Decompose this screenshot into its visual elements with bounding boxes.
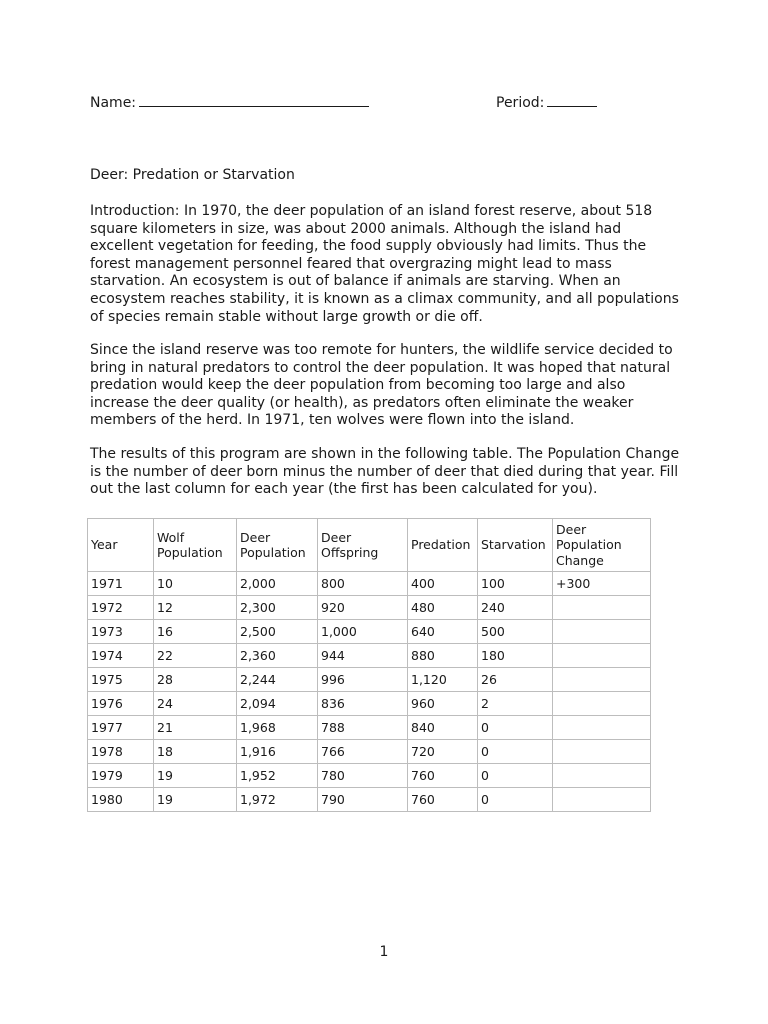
cell-deer-offspring: 944 xyxy=(318,644,408,668)
column-header-deer-population: Deer Population xyxy=(237,519,318,572)
cell-deer-population: 2,000 xyxy=(237,572,318,596)
cell-deer-offspring: 788 xyxy=(318,716,408,740)
table-row xyxy=(88,644,651,668)
cell-population-change[interactable] xyxy=(553,764,651,788)
cell-wolf-population: 18 xyxy=(154,740,237,764)
header-row xyxy=(90,92,690,114)
cell-predation: 1,120 xyxy=(408,668,478,692)
cell-deer-population: 1,952 xyxy=(237,764,318,788)
table-row xyxy=(88,692,651,716)
column-header-predation: Predation xyxy=(408,519,478,572)
period-label: Period: xyxy=(496,95,545,111)
cell-starvation: 500 xyxy=(478,620,553,644)
table-row xyxy=(88,572,651,596)
cell-year: 1979 xyxy=(88,764,154,788)
column-header-population-change: Deer Population Change xyxy=(553,519,651,572)
table-row xyxy=(88,716,651,740)
table-row xyxy=(88,596,651,620)
cell-deer-population: 1,968 xyxy=(237,716,318,740)
cell-year: 1973 xyxy=(88,620,154,644)
cell-year: 1975 xyxy=(88,668,154,692)
cell-wolf-population: 24 xyxy=(154,692,237,716)
cell-predation: 840 xyxy=(408,716,478,740)
column-header-deer-offspring: Deer Offspring xyxy=(318,519,408,572)
cell-population-change[interactable] xyxy=(553,692,651,716)
table-row xyxy=(88,764,651,788)
cell-starvation: 180 xyxy=(478,644,553,668)
cell-deer-offspring: 780 xyxy=(318,764,408,788)
cell-year: 1978 xyxy=(88,740,154,764)
cell-starvation: 2 xyxy=(478,692,553,716)
cell-year: 1976 xyxy=(88,692,154,716)
cell-year: 1972 xyxy=(88,596,154,620)
page-number: 1 xyxy=(379,944,389,960)
cell-predation: 760 xyxy=(408,788,478,812)
deer-population-table xyxy=(87,518,651,812)
cell-predation: 640 xyxy=(408,620,478,644)
cell-deer-population: 2,360 xyxy=(237,644,318,668)
cell-wolf-population: 10 xyxy=(154,572,237,596)
document-title: Deer: Predation or Starvation xyxy=(90,167,295,183)
cell-wolf-population: 28 xyxy=(154,668,237,692)
cell-deer-population: 2,094 xyxy=(237,692,318,716)
cell-deer-offspring: 1,000 xyxy=(318,620,408,644)
name-label: Name: xyxy=(90,95,137,111)
cell-predation: 880 xyxy=(408,644,478,668)
cell-population-change[interactable] xyxy=(553,620,651,644)
cell-wolf-population: 12 xyxy=(154,596,237,620)
cell-wolf-population: 19 xyxy=(154,788,237,812)
cell-wolf-population: 21 xyxy=(154,716,237,740)
cell-deer-offspring: 920 xyxy=(318,596,408,620)
cell-deer-offspring: 790 xyxy=(318,788,408,812)
table-header-row xyxy=(88,519,651,572)
cell-starvation: 0 xyxy=(478,740,553,764)
table-row xyxy=(88,668,651,692)
cell-population-change: +300 xyxy=(553,572,651,596)
cell-starvation: 0 xyxy=(478,788,553,812)
table-row xyxy=(88,788,651,812)
cell-starvation: 26 xyxy=(478,668,553,692)
cell-deer-population: 2,500 xyxy=(237,620,318,644)
results-paragraph: The results of this program are shown in the following table. The Population Change is the number of deer born minus the number of deer that died during that year. Fill out the last column for each year (the first has been calculated for you). xyxy=(90,446,680,498)
cell-predation: 480 xyxy=(408,596,478,620)
cell-starvation: 240 xyxy=(478,596,553,620)
period-blank-line[interactable] xyxy=(547,92,597,107)
cell-starvation: 0 xyxy=(478,716,553,740)
column-header-starvation: Starvation xyxy=(478,519,553,572)
name-blank-line[interactable] xyxy=(139,92,369,107)
cell-wolf-population: 16 xyxy=(154,620,237,644)
cell-wolf-population: 22 xyxy=(154,644,237,668)
cell-year: 1977 xyxy=(88,716,154,740)
table-row xyxy=(88,740,651,764)
predators-paragraph: Since the island reserve was too remote for hunters, the wildlife service decided to bring in natural predators to control the deer population. It was hoped that natural predation would keep the deer population from becoming too large and also increase the deer quality (or health), as predators often eliminate the weaker members of the herd. In 1971, ten wolves were flown into the island. xyxy=(90,342,673,429)
cell-year: 1980 xyxy=(88,788,154,812)
cell-population-change[interactable] xyxy=(553,788,651,812)
cell-deer-offspring: 996 xyxy=(318,668,408,692)
cell-deer-offspring: 766 xyxy=(318,740,408,764)
cell-population-change[interactable] xyxy=(553,740,651,764)
cell-deer-population: 2,244 xyxy=(237,668,318,692)
column-header-wolf-population: Wolf Population xyxy=(154,519,237,572)
cell-deer-population: 1,916 xyxy=(237,740,318,764)
cell-deer-population: 2,300 xyxy=(237,596,318,620)
cell-population-change[interactable] xyxy=(553,644,651,668)
column-header-year: Year xyxy=(88,519,154,572)
cell-starvation: 0 xyxy=(478,764,553,788)
cell-predation: 400 xyxy=(408,572,478,596)
cell-population-change[interactable] xyxy=(553,596,651,620)
table-row xyxy=(88,620,651,644)
name-field xyxy=(90,92,369,111)
intro-paragraph: Introduction: In 1970, the deer population of an island forest reserve, about 518 square kilometers in size, was about 2000 animals. Although the island had excellent vegetation for feeding, the food supply obviously had limits. Thus the forest management personnel feared that overgrazing might lead to mass starvation. An ecosystem is out of balance if animals are starving. When an ecosystem reaches stability, it is known as a climax community, and all populations of species remain stable without large growth or die off. xyxy=(90,203,679,325)
cell-starvation: 100 xyxy=(478,572,553,596)
cell-year: 1974 xyxy=(88,644,154,668)
cell-predation: 720 xyxy=(408,740,478,764)
table-body xyxy=(88,572,651,812)
cell-deer-population: 1,972 xyxy=(237,788,318,812)
cell-predation: 960 xyxy=(408,692,478,716)
cell-deer-offspring: 800 xyxy=(318,572,408,596)
cell-population-change[interactable] xyxy=(553,716,651,740)
cell-predation: 760 xyxy=(408,764,478,788)
period-field xyxy=(496,92,597,111)
cell-population-change[interactable] xyxy=(553,668,651,692)
cell-year: 1971 xyxy=(88,572,154,596)
cell-wolf-population: 19 xyxy=(154,764,237,788)
cell-deer-offspring: 836 xyxy=(318,692,408,716)
